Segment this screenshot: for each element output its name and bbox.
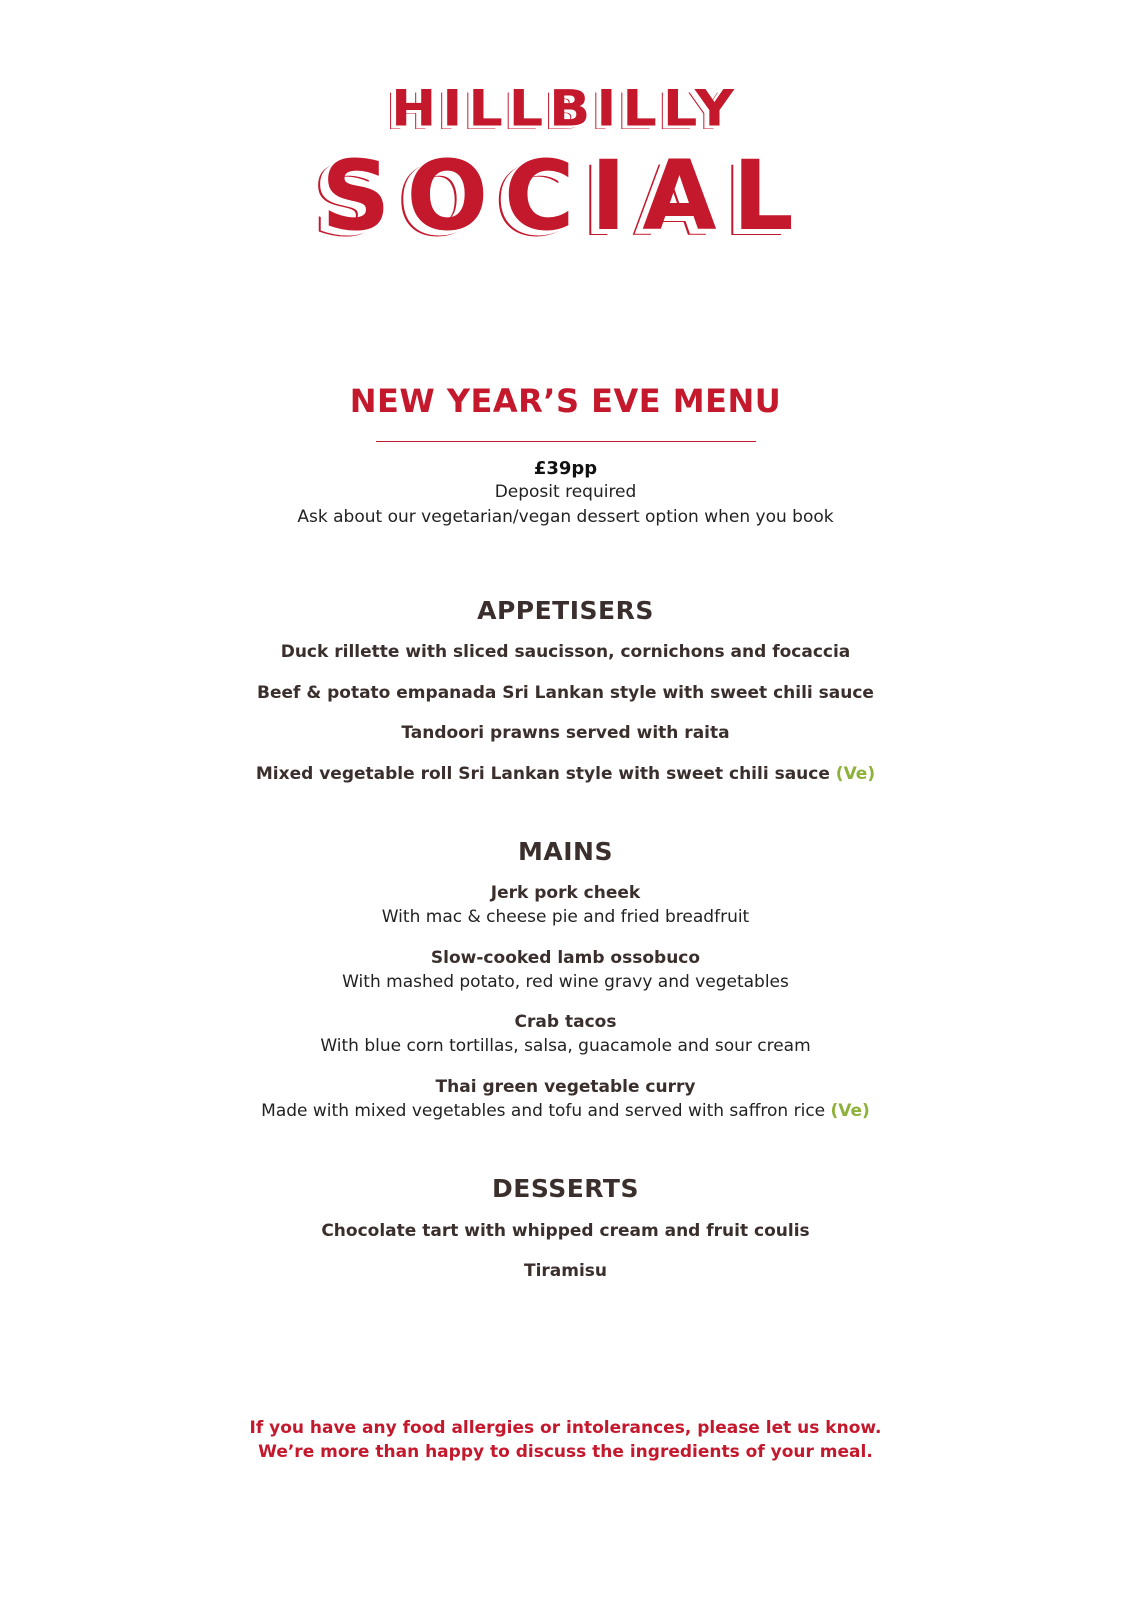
main-item-desc: With mac & cheese pie and fried breadfruit [381,907,750,927]
main-item-name: Slow-cooked lamb ossobuco [430,948,701,968]
main-item-name: Thai green vegetable curry [435,1077,696,1097]
main-item-name: Jerk pork cheek [490,883,641,903]
vegan-tag: (Ve) [830,1101,870,1121]
appetiser-item: Duck rillette with sliced saucisson, cornichons and focaccia [280,642,851,662]
hillbilly-social-logo [0,78,1131,250]
logo-line-1: HILLBILLY [391,79,740,138]
main-item-name: Crab tacos [514,1012,617,1032]
allergy-notice-line-2: We’re more than happy to discuss the ingredients of your meal. [258,1442,873,1462]
mains-heading: MAINS [518,837,613,866]
main-item-desc: With blue corn tortillas, salsa, guacamole and sour cream [320,1036,811,1056]
title-divider [376,441,756,442]
vegetarian-note: Ask about our vegetarian/vegan dessert option when you book [297,507,834,527]
appetisers-heading: APPETISERS [477,596,654,625]
main-item-desc-vegan [0,1101,1131,1121]
menu-title: NEW YEAR’S EVE MENU [349,382,782,420]
appetiser-item: Beef & potato empanada Sri Lankan style with sweet chili sauce [257,683,874,703]
main-item-desc-label: Made with mixed vegetables and tofu and served with saffron rice [261,1101,826,1121]
appetiser-item-vegan [0,764,1131,784]
allergy-notice-line-1: If you have any food allergies or intolerances, please let us know. [249,1418,882,1438]
appetiser-item: Tandoori prawns served with raita [401,723,730,743]
dessert-item: Chocolate tart with whipped cream and fruit coulis [321,1221,810,1241]
deposit-note: Deposit required [494,482,637,502]
main-item-desc: With mashed potato, red wine gravy and vegetables [342,972,789,992]
price: £39pp [533,458,598,479]
dessert-item: Tiramisu [523,1261,608,1281]
logo-line-2: SOCIAL [321,140,810,252]
appetiser-item-label: Mixed vegetable roll Sri Lankan style with sweet chili sauce [255,764,830,784]
desserts-heading: DESSERTS [492,1174,639,1203]
vegan-tag: (Ve) [835,764,876,784]
